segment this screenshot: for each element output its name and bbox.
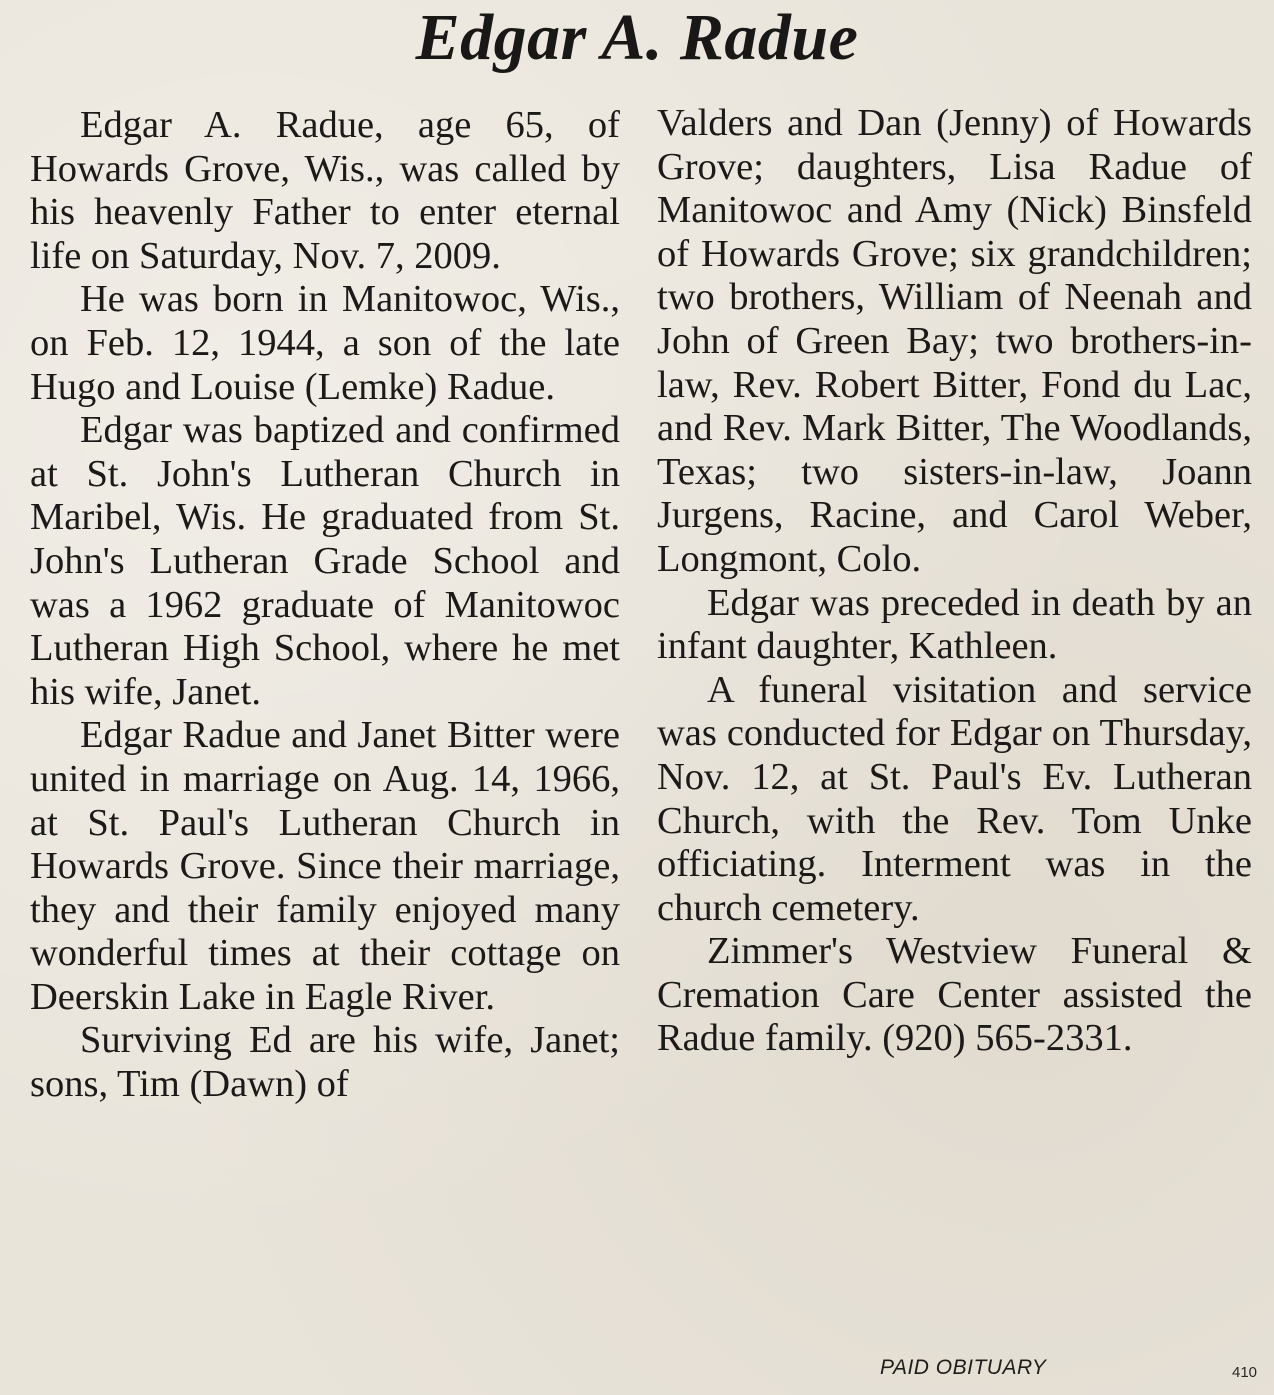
obituary-headline: Edgar A. Radue	[415, 1, 859, 74]
paragraph-survivors-continued: Valders and Dan (Jenny) of Howards Grove; daughters, Lisa Radue of Manitowoc and Amy (Nick) Binsfeld of Howards Grove; six grandchildren; two brothers, William of Neenah and John of Green Bay; two brothers-in-law, Rev. Robert Bitter, Fond du Lac, and Rev. Mark Bitter, The Woodlands, Texas; two sisters-in-law, Joann Jurgens, Racine, and Carol Weber, Longmont, Colo.	[657, 102, 1252, 580]
paragraph-funeral-service: A funeral visitation and service was conducted for Edgar on Thursday, Nov. 12, at St. Paul's Ev. Lutheran Church, with the Rev. Tom Unke officiating. Interment was in the church cemetery.	[657, 668, 1252, 929]
left-column	[30, 104, 620, 1107]
page-number: 410	[1232, 1364, 1258, 1381]
paragraph-preceded-in-death: Edgar was preceded in death by an infant daughter, Kathleen.	[657, 581, 1252, 668]
paragraph-birth: He was born in Manitowoc, Wis., on Feb. 12, 1944, a son of the late Hugo and Louise (Lemke) Radue.	[30, 278, 620, 408]
right-column	[657, 102, 1252, 1061]
paragraph-survivors-start: Surviving Ed are his wife, Janet; sons, Tim (Dawn) of	[30, 1019, 620, 1106]
paid-obituary-label: PAID OBITUARY	[880, 1356, 1047, 1379]
paragraph-education: Edgar was baptized and confirmed at St. John's Lutheran Church in Maribel, Wis. He graduated from St. John's Lutheran Grade School and was a 1962 graduate of Manitowoc Lutheran High School, where he met his wife, Janet.	[30, 409, 620, 713]
paragraph-marriage: Edgar Radue and Janet Bitter were united in marriage on Aug. 14, 1966, at St. Paul's Lutheran Church in Howards Grove. Since their marriage, they and their family enjoyed many wonderful times at their cottage on Deerskin Lake in Eagle River.	[30, 714, 620, 1018]
paragraph-death-notice: Edgar A. Radue, age 65, of Howards Grove, Wis., was called by his heavenly Father to enter eternal life on Saturday, Nov. 7, 2009.	[30, 104, 620, 277]
paragraph-funeral-home: Zimmer's Westview Funeral & Cremation Care Center assisted the Radue family. (920) 565-2331.	[657, 930, 1252, 1060]
